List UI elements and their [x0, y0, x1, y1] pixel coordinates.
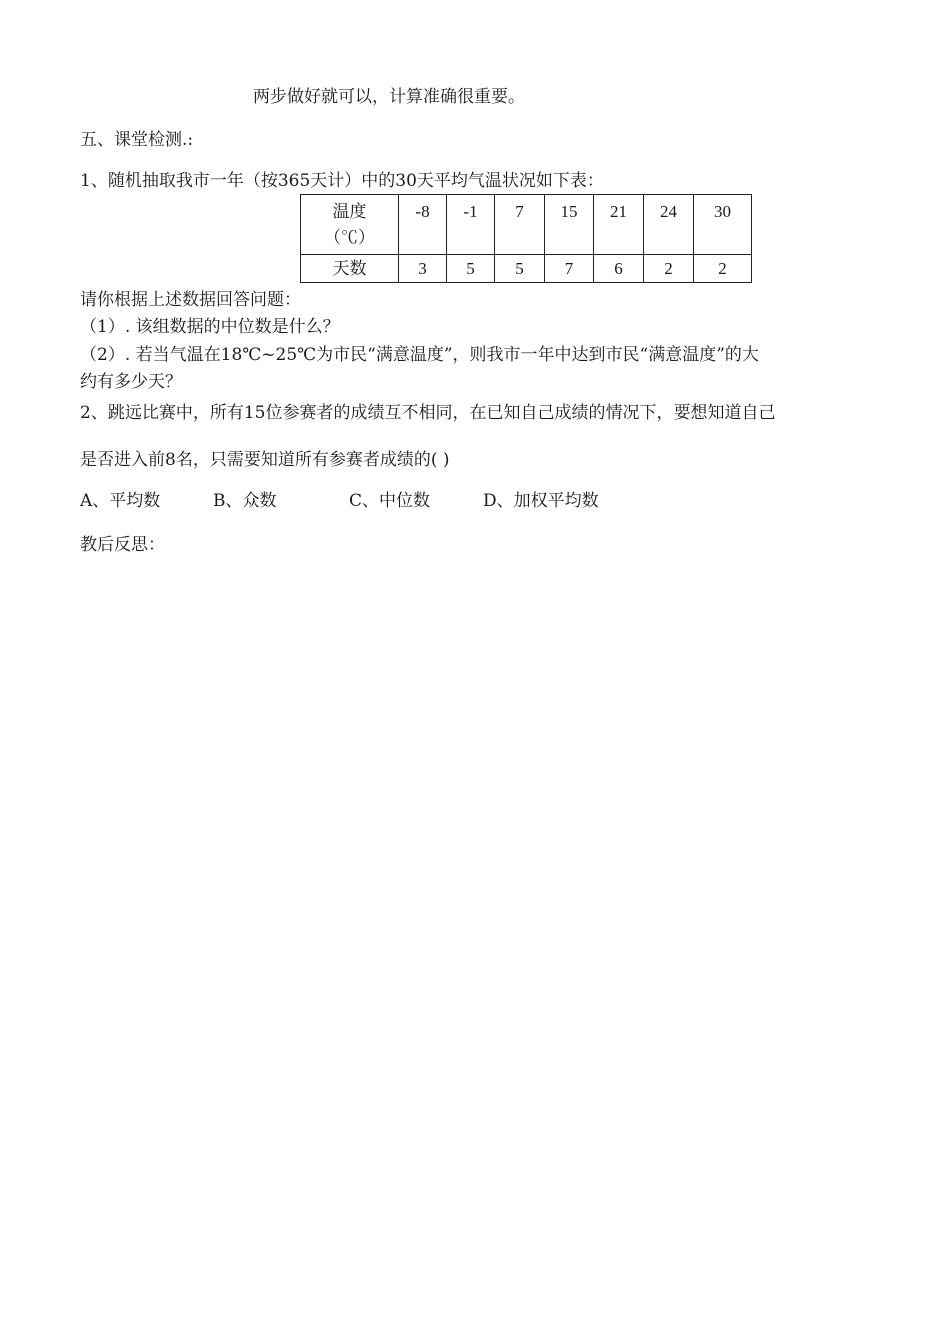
days-header: 天数 [301, 255, 399, 283]
days-row [301, 255, 752, 283]
temperature-header-label: 温度 [332, 202, 367, 221]
temperature-cell: -1 [447, 195, 495, 255]
temperature-cell: 7 [495, 195, 545, 255]
days-cell: 6 [594, 255, 644, 283]
temperature-header [301, 195, 399, 255]
question-2-line-2: 是否进入前8名，只需要知道所有参赛者成绩的( ) [80, 450, 450, 470]
option-a: A、平均数 [80, 491, 161, 511]
temperature-cell: 24 [644, 195, 694, 255]
question-2-line-1: 2、跳远比赛中，所有15位参赛者的成绩互不相同，在已知自己成绩的情况下，要想知道自己 [80, 403, 776, 423]
days-cell: 5 [447, 255, 495, 283]
days-cell: 7 [545, 255, 594, 283]
option-b: B、众数 [213, 491, 277, 511]
temperature-cell: 21 [594, 195, 644, 255]
days-cell: 3 [399, 255, 447, 283]
days-cell: 2 [644, 255, 694, 283]
section-title: 五、课堂检测.: [80, 130, 194, 150]
question-1-text: 1、随机抽取我市一年（按365天计）中的30天平均气温状况如下表： [80, 171, 604, 191]
sub-question-2-line-1: （2）. 若当气温在18℃~25℃为市民“满意温度”，则我市一年中达到市民“满意温度”的大 [80, 345, 759, 365]
question-1-prompt: 请你根据上述数据回答问题： [80, 290, 301, 310]
sub-question-1: （1）. 该组数据的中位数是什么？ [80, 317, 340, 337]
days-cell: 5 [495, 255, 545, 283]
temperature-row [301, 195, 752, 255]
intro-text: 两步做好就可以，计算准确很重要。 [253, 87, 525, 107]
temperature-table [300, 194, 752, 283]
reflection-heading: 教后反思： [80, 535, 165, 555]
temperature-cell: 30 [694, 195, 752, 255]
sub-question-2-line-2: 约有多少天？ [80, 372, 182, 392]
option-c: C、中位数 [349, 491, 431, 511]
temperature-header-unit: （℃） [324, 228, 375, 247]
temperature-cell: 15 [545, 195, 594, 255]
days-cell: 2 [694, 255, 752, 283]
temperature-cell: -8 [399, 195, 447, 255]
option-d: D、加权平均数 [483, 491, 599, 511]
answer-options [80, 490, 599, 512]
